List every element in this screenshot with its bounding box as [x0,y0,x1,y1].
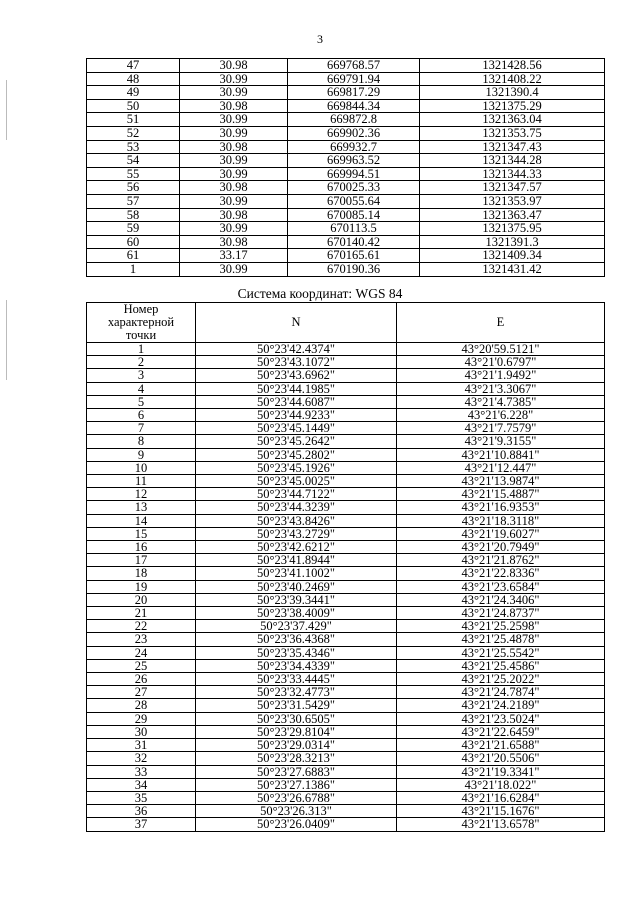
latitude-cell: 50°23'27.6883" [196,765,397,778]
latitude-cell: 50°23'41.1002" [196,567,397,580]
point-number-cell: 6 [87,409,196,422]
latitude-cell: 50°23'44.7122" [196,488,397,501]
latitude-cell: 50°23'26.0409" [196,818,397,831]
x-coordinate-cell: 670165.61 [288,249,420,263]
longitude-cell: 43°21'16.9353" [397,501,605,514]
point-number-cell: 12 [87,488,196,501]
x-coordinate-cell: 670113.5 [288,222,420,236]
point-number-cell: 58 [87,208,180,222]
longitude-cell: 43°21'19.6027" [397,527,605,540]
coordinate-system-caption: Система координат: WGS 84 [237,286,403,301]
longitude-cell: 43°21'25.2598" [397,620,605,633]
point-number-cell: 2 [87,356,196,369]
point-number-cell: 5 [87,395,196,408]
table-row [87,154,605,168]
x-coordinate-cell: 669844.34 [288,99,420,113]
point-number-cell: 8 [87,435,196,448]
longitude-cell: 43°21'24.3406" [397,593,605,606]
table-row [87,646,605,659]
longitude-cell: 43°21'24.8737" [397,607,605,620]
point-number-cell: 9 [87,448,196,461]
latitude-cell: 50°23'39.3441" [196,593,397,606]
y-coordinate-cell: 1321431.42 [420,262,605,276]
point-number-header-line: характерной [107,315,175,329]
latitude-cell: 50°23'44.3239" [196,501,397,514]
x-coordinate-cell: 669994.51 [288,167,420,181]
distance-cell: 30.99 [180,154,288,168]
latitude-cell: 50°23'26.6788" [196,791,397,804]
table-row [87,712,605,725]
point-number-cell: 29 [87,712,196,725]
table-row [87,475,605,488]
table-row [87,140,605,154]
longitude-cell: 43°21'25.5542" [397,646,605,659]
scan-edge-mark [6,300,7,380]
latitude-cell: 50°23'26.313" [196,805,397,818]
table-row [87,343,605,356]
point-number-cell: 60 [87,235,180,249]
table-row [87,422,605,435]
point-number-cell: 1 [87,262,180,276]
longitude-cell: 43°21'6.228" [397,409,605,422]
distance-cell: 30.99 [180,194,288,208]
latitude-cell: 50°23'29.0314" [196,739,397,752]
latitude-cell: 50°23'41.8944" [196,554,397,567]
latitude-cell: 50°23'42.6212" [196,541,397,554]
longitude-cell: 43°21'24.2189" [397,699,605,712]
x-coordinate-cell: 669902.36 [288,126,420,140]
longitude-cell: 43°21'12.447" [397,461,605,474]
point-number-cell: 28 [87,699,196,712]
x-coordinate-cell: 669817.29 [288,86,420,100]
table-row [87,222,605,236]
point-number-cell: 55 [87,167,180,181]
latitude-cell: 50°23'45.0025" [196,475,397,488]
y-coordinate-cell: 1321375.29 [420,99,605,113]
table-row [87,99,605,113]
longitude-cell: 43°21'16.6284" [397,791,605,804]
point-number-cell: 27 [87,686,196,699]
x-coordinate-cell: 670055.64 [288,194,420,208]
table-row [87,113,605,127]
longitude-cell: 43°21'25.4878" [397,633,605,646]
header-row [87,303,605,343]
point-number-cell: 54 [87,154,180,168]
y-coordinate-cell: 1321347.57 [420,181,605,195]
latitude-cell: 50°23'40.2469" [196,580,397,593]
point-number-cell: 36 [87,805,196,818]
distance-cell: 30.98 [180,235,288,249]
x-coordinate-cell: 669872.8 [288,113,420,127]
table-row [87,673,605,686]
table-row [87,409,605,422]
table-row [87,752,605,765]
table-row [87,805,605,818]
y-coordinate-cell: 1321375.95 [420,222,605,236]
point-number-cell: 30 [87,725,196,738]
point-number-cell: 52 [87,126,180,140]
table-row [87,86,605,100]
coordinates-table-continuation [86,58,605,277]
distance-cell: 30.98 [180,99,288,113]
table-row [87,607,605,620]
point-number-cell: 24 [87,646,196,659]
point-number-cell: 59 [87,222,180,236]
latitude-cell: 50°23'32.4773" [196,686,397,699]
table-row [87,739,605,752]
distance-cell: 30.98 [180,140,288,154]
latitude-header: N [196,303,397,343]
point-number-cell: 17 [87,554,196,567]
point-number-cell: 7 [87,422,196,435]
point-number-cell: 57 [87,194,180,208]
table-row [87,554,605,567]
longitude-cell: 43°21'23.6584" [397,580,605,593]
latitude-cell: 50°23'45.2802" [196,448,397,461]
table-row [87,448,605,461]
point-number-cell: 33 [87,765,196,778]
wgs84-table-body [87,343,605,832]
distance-cell: 30.99 [180,262,288,276]
table-row [87,620,605,633]
longitude-cell: 43°21'23.5024" [397,712,605,725]
table-row [87,818,605,831]
longitude-cell: 43°21'21.8762" [397,554,605,567]
distance-cell: 30.98 [180,59,288,73]
y-coordinate-cell: 1321353.97 [420,194,605,208]
latitude-cell: 50°23'45.2642" [196,435,397,448]
latitude-cell: 50°23'45.1926" [196,461,397,474]
point-number-cell: 34 [87,778,196,791]
point-number-cell: 50 [87,99,180,113]
point-number-cell: 49 [87,86,180,100]
point-number-cell: 4 [87,382,196,395]
distance-cell: 30.99 [180,222,288,236]
latitude-cell: 50°23'31.5429" [196,699,397,712]
longitude-cell: 43°21'20.7949" [397,541,605,554]
longitude-cell: 43°21'7.7579" [397,422,605,435]
latitude-cell: 50°23'43.8426" [196,514,397,527]
x-coordinate-cell: 669768.57 [288,59,420,73]
table-row [87,356,605,369]
distance-cell: 30.99 [180,86,288,100]
point-number-cell: 35 [87,791,196,804]
table-row [87,686,605,699]
longitude-cell: 43°21'22.6459" [397,725,605,738]
distance-cell: 30.98 [180,208,288,222]
point-number-cell: 22 [87,620,196,633]
longitude-cell: 43°21'18.022" [397,778,605,791]
table-row [87,435,605,448]
latitude-cell: 50°23'42.4374" [196,343,397,356]
y-coordinate-cell: 1321347.43 [420,140,605,154]
table-row [87,699,605,712]
latitude-cell: 50°23'44.1985" [196,382,397,395]
table-row [87,382,605,395]
latitude-cell: 50°23'43.1072" [196,356,397,369]
point-number-cell: 20 [87,593,196,606]
distance-cell: 30.98 [180,181,288,195]
point-number-cell: 13 [87,501,196,514]
point-number-cell: 53 [87,140,180,154]
point-number-cell: 15 [87,527,196,540]
longitude-cell: 43°21'9.3155" [397,435,605,448]
point-number-cell: 26 [87,673,196,686]
longitude-cell: 43°21'25.2022" [397,673,605,686]
point-number-cell: 1 [87,343,196,356]
longitude-cell: 43°21'18.3118" [397,514,605,527]
point-number-cell: 56 [87,181,180,195]
table-row [87,262,605,276]
latitude-cell: 50°23'45.1449" [196,422,397,435]
point-number-cell: 18 [87,567,196,580]
longitude-cell: 43°21'10.8841" [397,448,605,461]
latitude-cell: 50°23'30.6505" [196,712,397,725]
table-row [87,167,605,181]
table-row [87,461,605,474]
distance-cell: 33.17 [180,249,288,263]
longitude-cell: 43°21'1.9492" [397,369,605,382]
point-number-cell: 48 [87,72,180,86]
point-number-header [87,303,196,343]
point-number-cell: 25 [87,659,196,672]
y-coordinate-cell: 1321390.4 [420,86,605,100]
longitude-cell: 43°21'3.3067" [397,382,605,395]
table-row [87,580,605,593]
y-coordinate-cell: 1321363.04 [420,113,605,127]
distance-cell: 30.99 [180,72,288,86]
coordinates-table-body [87,59,605,277]
point-number-cell: 19 [87,580,196,593]
longitude-cell: 43°21'0.6797" [397,356,605,369]
x-coordinate-cell: 670190.36 [288,262,420,276]
point-number-cell: 16 [87,541,196,554]
longitude-cell: 43°20'59.5121" [397,343,605,356]
longitude-cell: 43°21'13.6578" [397,818,605,831]
table-row [87,208,605,222]
y-coordinate-cell: 1321363.47 [420,208,605,222]
table-row [87,395,605,408]
latitude-cell: 50°23'43.2729" [196,527,397,540]
longitude-cell: 43°21'13.9874" [397,475,605,488]
table-row [87,765,605,778]
longitude-cell: 43°21'20.5506" [397,752,605,765]
point-number-cell: 21 [87,607,196,620]
x-coordinate-cell: 669932.7 [288,140,420,154]
point-number-cell: 10 [87,461,196,474]
table-row [87,514,605,527]
y-coordinate-cell: 1321408.22 [420,72,605,86]
distance-cell: 30.99 [180,126,288,140]
latitude-cell: 50°23'27.1386" [196,778,397,791]
table-row [87,194,605,208]
y-coordinate-cell: 1321344.33 [420,167,605,181]
longitude-header: E [397,303,605,343]
latitude-cell: 50°23'37.429" [196,620,397,633]
point-number-cell: 61 [87,249,180,263]
table-row [87,725,605,738]
table-row [87,72,605,86]
table-row [87,235,605,249]
longitude-cell: 43°21'22.8336" [397,567,605,580]
table-row [87,249,605,263]
table-row [87,659,605,672]
table-row [87,527,605,540]
longitude-cell: 43°21'21.6588" [397,739,605,752]
point-number-cell: 32 [87,752,196,765]
latitude-cell: 50°23'34.4339" [196,659,397,672]
table-row [87,59,605,73]
table-row [87,126,605,140]
point-number-cell: 51 [87,113,180,127]
point-number-cell: 3 [87,369,196,382]
y-coordinate-cell: 1321428.56 [420,59,605,73]
point-number-cell: 23 [87,633,196,646]
x-coordinate-cell: 669791.94 [288,72,420,86]
table-row [87,778,605,791]
table-row [87,181,605,195]
table-row [87,369,605,382]
latitude-cell: 50°23'35.4346" [196,646,397,659]
latitude-cell: 50°23'43.6962" [196,369,397,382]
longitude-cell: 43°21'24.7874" [397,686,605,699]
y-coordinate-cell: 1321344.28 [420,154,605,168]
x-coordinate-cell: 670025.33 [288,181,420,195]
latitude-cell: 50°23'29.8104" [196,725,397,738]
table-row [87,593,605,606]
longitude-cell: 43°21'4.7385" [397,395,605,408]
longitude-cell: 43°21'15.1676" [397,805,605,818]
point-number-cell: 31 [87,739,196,752]
table-row [87,488,605,501]
y-coordinate-cell: 1321391.3 [420,235,605,249]
longitude-cell: 43°21'25.4586" [397,659,605,672]
distance-cell: 30.99 [180,167,288,181]
distance-cell: 30.99 [180,113,288,127]
table-row [87,501,605,514]
x-coordinate-cell: 669963.52 [288,154,420,168]
scan-edge-mark [6,80,7,140]
point-number-cell: 37 [87,818,196,831]
wgs84-coordinates-table [86,302,605,832]
latitude-cell: 50°23'33.4445" [196,673,397,686]
latitude-cell: 50°23'36.4368" [196,633,397,646]
y-coordinate-cell: 1321353.75 [420,126,605,140]
point-number-cell: 11 [87,475,196,488]
table-row [87,567,605,580]
point-number-cell: 14 [87,514,196,527]
page-number: 3 [317,32,323,46]
x-coordinate-cell: 670140.42 [288,235,420,249]
y-coordinate-cell: 1321409.34 [420,249,605,263]
latitude-cell: 50°23'28.3213" [196,752,397,765]
point-number-header-line: точки [125,328,157,342]
wgs84-table-header [87,303,605,343]
x-coordinate-cell: 670085.14 [288,208,420,222]
latitude-cell: 50°23'38.4009" [196,607,397,620]
point-number-header-line: Номер [123,302,159,316]
latitude-cell: 50°23'44.6087" [196,395,397,408]
table-row [87,633,605,646]
table-row [87,791,605,804]
table-row [87,541,605,554]
point-number-cell: 47 [87,59,180,73]
longitude-cell: 43°21'19.3341" [397,765,605,778]
longitude-cell: 43°21'15.4887" [397,488,605,501]
latitude-cell: 50°23'44.9233" [196,409,397,422]
